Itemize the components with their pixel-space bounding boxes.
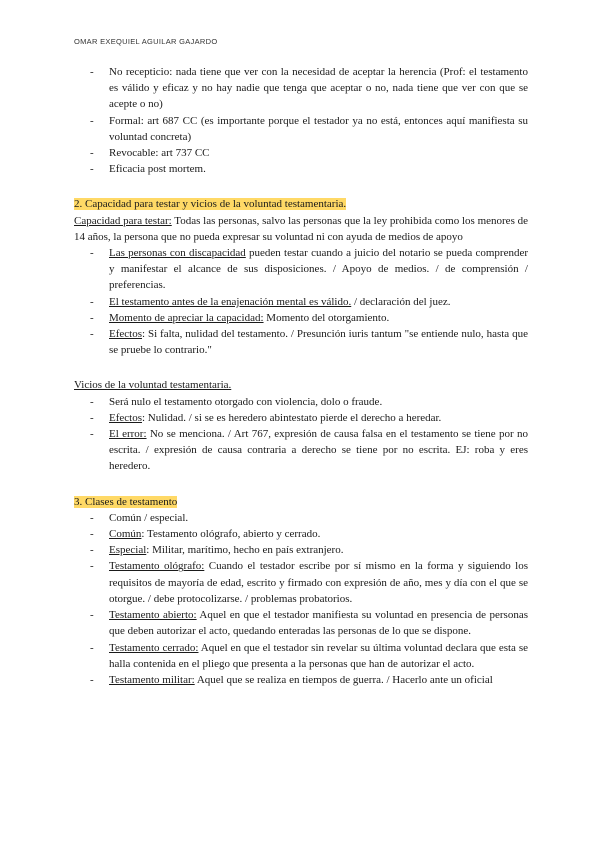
item-text: Será nulo el testamento otorgado con violencia, dolo o fraude. <box>109 395 383 408</box>
highlighted-heading: 2. Capacidad para testar y vicios de la voluntad testamentaria. <box>74 198 347 211</box>
item-text: Cuando el testador escribe por sí mismo en la forma y siguiendo los requisitos de mayoría de edad, escrito y firmado con expresión de año, mes y día con el que se otorgue. / debe protocolizarse. / problemas probatorios. <box>109 560 528 605</box>
list-item <box>74 113 528 145</box>
section-heading <box>74 196 528 212</box>
item-text: Aquel en que el testador sin revelar su última voluntad declara que esta se halla contenida en el pliego que presenta a la personas que han de autorizar el acto. <box>109 641 528 670</box>
item-text: Eficacia post mortem. <box>109 163 206 176</box>
item-text: No se menciona. / Art 767, expresión de causa falsa en el testamento se tiene por no escrita. / expresión de causa contraria a derecho se tiene por no escrita. EJ: roba y eres heredero. <box>109 428 529 473</box>
underlined-term: Testamento militar: <box>109 673 195 686</box>
underlined-term: Testamento cerrado: <box>109 641 199 654</box>
item-text: Formal: art 687 CC (es importante porque el testador ya no está, entonces aquí manifiesta su voluntad concreta) <box>109 114 528 143</box>
properties-list <box>74 64 528 177</box>
testament-classes-list <box>74 510 528 688</box>
list-item <box>74 326 528 358</box>
underlined-term: Capacidad para testar: <box>74 214 172 227</box>
underlined-term: Testamento ológrafo: <box>109 560 205 573</box>
paragraph-text: Todas las personas, salvo las personas que la ley prohibida como los menores de 14 años, la persona que no pueda expresar su voluntad ni con ayuda de medios de apoyo <box>74 214 528 243</box>
list-item <box>74 161 528 177</box>
item-text: Momento del otorgamiento. <box>263 311 390 324</box>
underlined-term: Momento de apreciar la capacidad: <box>109 311 264 324</box>
item-text: : Si falta, nulidad del testamento. / Presunción iuris tantum "se entiende nulo, hasta que se pruebe lo contrario." <box>109 328 528 357</box>
list-item <box>74 526 528 542</box>
document-header-author: OMAR EXEQUIEL AGUILAR GAJARDO <box>74 37 218 46</box>
underlined-term: Efectos <box>109 328 142 341</box>
list-item <box>74 294 528 310</box>
item-text: : Testamento ológrafo, abierto y cerrado. <box>141 528 321 541</box>
underlined-term: Especial <box>109 544 147 557</box>
list-item <box>74 558 528 607</box>
list-item <box>74 640 528 672</box>
underlined-title: Vicios de la voluntad testamentaria. <box>74 379 232 392</box>
item-text: : Militar, marítimo, hecho en país extranjero. <box>146 544 344 557</box>
list-item <box>74 426 528 475</box>
underlined-term: Efectos <box>109 411 142 424</box>
list-item <box>74 394 528 410</box>
item-text: : Nulidad. / si se es heredero abintestato pierde el derecho a heredar. <box>141 411 442 424</box>
list-item <box>74 607 528 639</box>
underlined-term: Común <box>109 528 142 541</box>
list-item <box>74 542 528 558</box>
underlined-term: Las personas con discapacidad <box>109 247 246 260</box>
underlined-term: El testamento antes de la enajenación mental es válido. <box>109 295 352 308</box>
list-item <box>74 245 528 294</box>
list-item <box>74 672 528 688</box>
vicios-list <box>74 394 528 475</box>
item-text: No recepticio: nada tiene que ver con la necesidad de aceptar la herencia (Prof: el testamento es válido y eficaz y no hay nadie que tenga que aceptar o no, nada tiene que ver con que se acepte o no) <box>109 66 528 111</box>
list-item <box>74 310 528 326</box>
item-text: Revocable: art 737 CC <box>109 147 210 160</box>
item-text: Común / especial. <box>109 511 189 524</box>
document-page <box>74 64 528 688</box>
item-text: pueden testar cuando a juicio del notario se pueda comprender y manifestar el alcance de sus disposiciones. / Apoyo de medios. / de comprensión / preferencias. <box>109 247 528 292</box>
item-text: / declaración del juez. <box>351 295 451 308</box>
item-text: Aquel en que el testador manifiesta su voluntad en presencia de personas que deben autorizar el acto, quedando enteradas las personas de lo que se dispone. <box>109 609 528 638</box>
section-heading <box>74 494 528 510</box>
underlined-term: Testamento abierto: <box>109 609 197 622</box>
highlighted-heading: 3. Clases de testamento <box>74 495 178 508</box>
list-item <box>74 510 528 526</box>
item-text: Aquel que se realiza en tiempos de guerra. / Hacerlo ante un oficial <box>194 673 493 686</box>
capacity-list <box>74 245 528 358</box>
underlined-term: El error: <box>109 428 147 441</box>
subsection-title <box>74 377 528 393</box>
list-item <box>74 145 528 161</box>
paragraph <box>74 213 528 245</box>
list-item <box>74 410 528 426</box>
list-item <box>74 64 528 113</box>
